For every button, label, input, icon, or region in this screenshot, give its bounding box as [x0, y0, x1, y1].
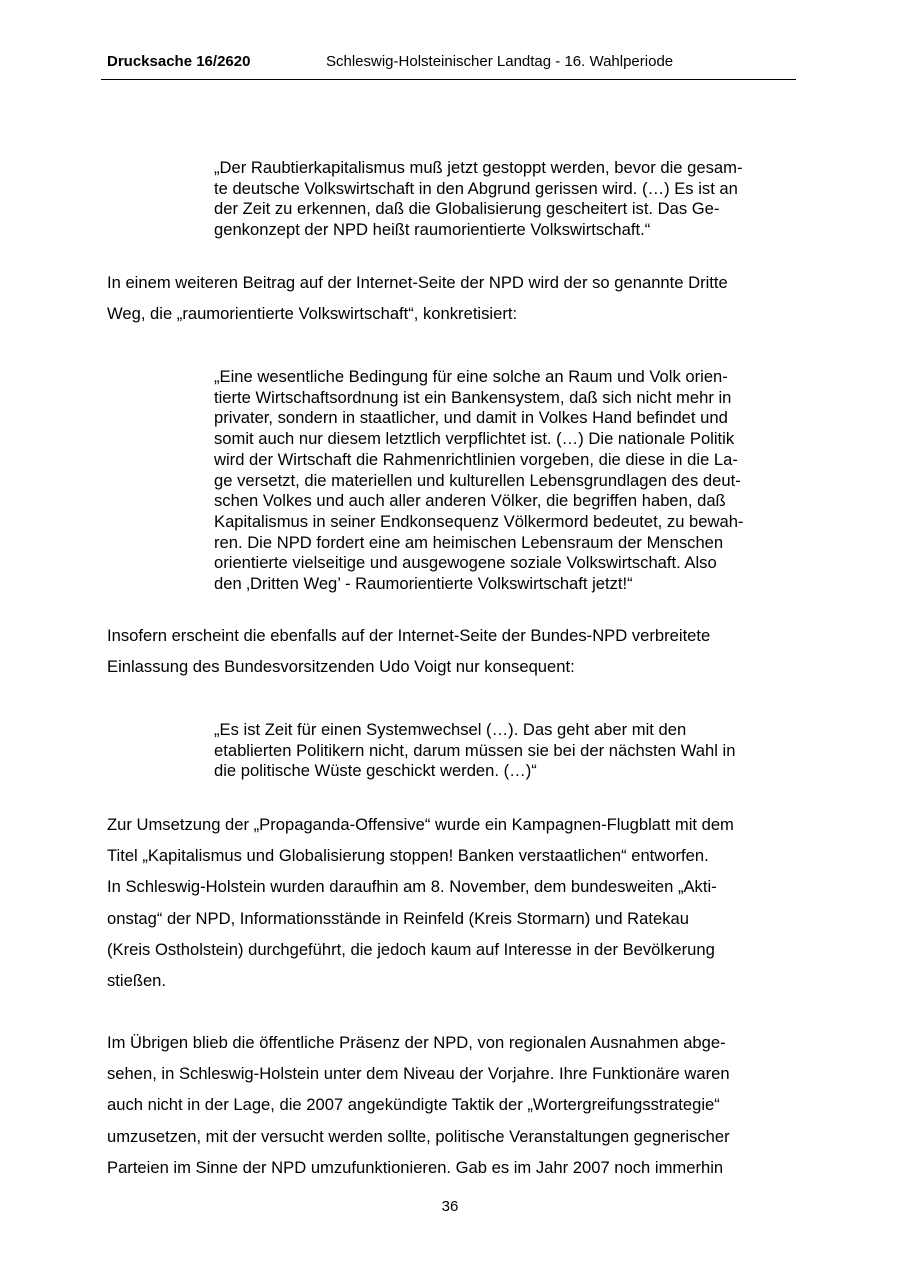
document-number: Drucksache 16/2620 — [107, 53, 251, 70]
paragraph-1 — [107, 267, 807, 329]
text-line: Einlassung des Bundesvorsitzenden Udo Voigt nur konsequent: — [107, 657, 575, 677]
text-line: genkonzept der NPD heißt raumorientierte Volkswirtschaft.“ — [214, 220, 651, 240]
quote-block-2 — [214, 367, 794, 595]
text-line: ge versetzt, die materiellen und kulturellen Lebensgrundlagen des deut- — [214, 470, 741, 490]
text-line: die politische Wüste geschickt werden. (…)“ — [214, 761, 537, 781]
text-line: Parteien im Sinne der NPD umzufunktionieren. Gab es im Jahr 2007 noch immerhin — [107, 1157, 724, 1177]
text-line: Weg, die „raumorientierte Volkswirtschaft“, konkretisiert: — [107, 304, 518, 324]
text-line: ren. Die NPD fordert eine am heimischen Lebensraum der Menschen — [214, 532, 724, 552]
text-line: „Es ist Zeit für einen Systemwechsel (…). Das geht aber mit den — [214, 720, 687, 739]
text-line: te deutsche Volkswirtschaft in den Abgrund gerissen wird. (…) Es ist an — [214, 178, 738, 198]
text-line: „Der Raubtierkapitalismus muß jetzt gestoppt werden, bevor die gesam- — [214, 158, 743, 177]
text-line: somit auch nur diesem letztlich verpflichtet ist. (…) Die nationale Politik — [214, 429, 735, 449]
text-line: orientierte vielseitige und ausgewogene soziale Volkswirtschaft. Also — [214, 553, 717, 573]
quote-block-1 — [214, 158, 794, 241]
paragraph-3 — [107, 809, 807, 996]
text-line: tierte Wirtschaftsordnung ist ein Bankensystem, daß sich nicht mehr in — [214, 387, 732, 407]
text-line: etablierten Politikern nicht, darum müssen sie bei der nächsten Wahl in — [214, 740, 736, 760]
text-line: onstag“ der NPD, Informationsstände in Reinfeld (Kreis Stormarn) und Ratekau — [107, 908, 689, 928]
text-line: auch nicht in der Lage, die 2007 angekündigte Taktik der „Wortergreifungsstrategie“ — [107, 1095, 720, 1115]
text-line: privater, sondern in staatlicher, und damit in Volkes Hand befindet und — [214, 408, 728, 428]
text-line: In Schleswig-Holstein wurden daraufhin am 8. November, dem bundesweiten „Akti- — [107, 877, 717, 897]
quote-block-3 — [214, 720, 794, 782]
text-line: umzusetzen, mit der versucht werden sollte, politische Veranstaltungen gegnerischer — [107, 1126, 730, 1146]
page-number: 36 — [441, 1198, 459, 1215]
document-title: Schleswig-Holsteinischer Landtag - 16. Wahlperiode — [326, 53, 674, 70]
text-line: Insofern erscheint die ebenfalls auf der Internet-Seite der Bundes-NPD verbreitete — [107, 626, 711, 645]
paragraph-2 — [107, 620, 807, 682]
text-line: schen Volkes und auch aller anderen Völker, die begriffen haben, daß — [214, 491, 726, 511]
text-line: der Zeit zu erkennen, daß die Globalisierung gescheitert ist. Das Ge- — [214, 199, 720, 219]
text-line: Im Übrigen blieb die öffentliche Präsenz der NPD, von regionalen Ausnahmen abge- — [107, 1033, 726, 1052]
text-line: Kapitalismus in seiner Endkonsequenz Völkermord bedeutet, zu bewah- — [214, 511, 744, 531]
text-line: In einem weiteren Beitrag auf der Internet-Seite der NPD wird der so genannte Dritte — [107, 273, 728, 292]
text-line: wird der Wirtschaft die Rahmenrichtlinien vorgeben, die diese in die La- — [214, 449, 738, 469]
text-line: „Eine wesentliche Bedingung für eine solche an Raum und Volk orien- — [214, 367, 728, 386]
text-line: sehen, in Schleswig-Holstein unter dem Niveau der Vorjahre. Ihre Funktionäre waren — [107, 1064, 730, 1084]
text-line: den ‚Dritten Weg’ - Raumorientierte Volkswirtschaft jetzt!“ — [214, 574, 633, 594]
text-line: Zur Umsetzung der „Propaganda-Offensive“ wurde ein Kampagnen-Flugblatt mit dem — [107, 815, 734, 834]
page-header — [101, 53, 796, 80]
text-line: Titel „Kapitalismus und Globalisierung stoppen! Banken verstaatlichen“ entworfen. — [107, 846, 709, 866]
text-line: (Kreis Ostholstein) durchgeführt, die jedoch kaum auf Interesse in der Bevölkerung — [107, 939, 715, 959]
paragraph-4 — [107, 1027, 807, 1183]
text-line: stießen. — [107, 971, 167, 991]
